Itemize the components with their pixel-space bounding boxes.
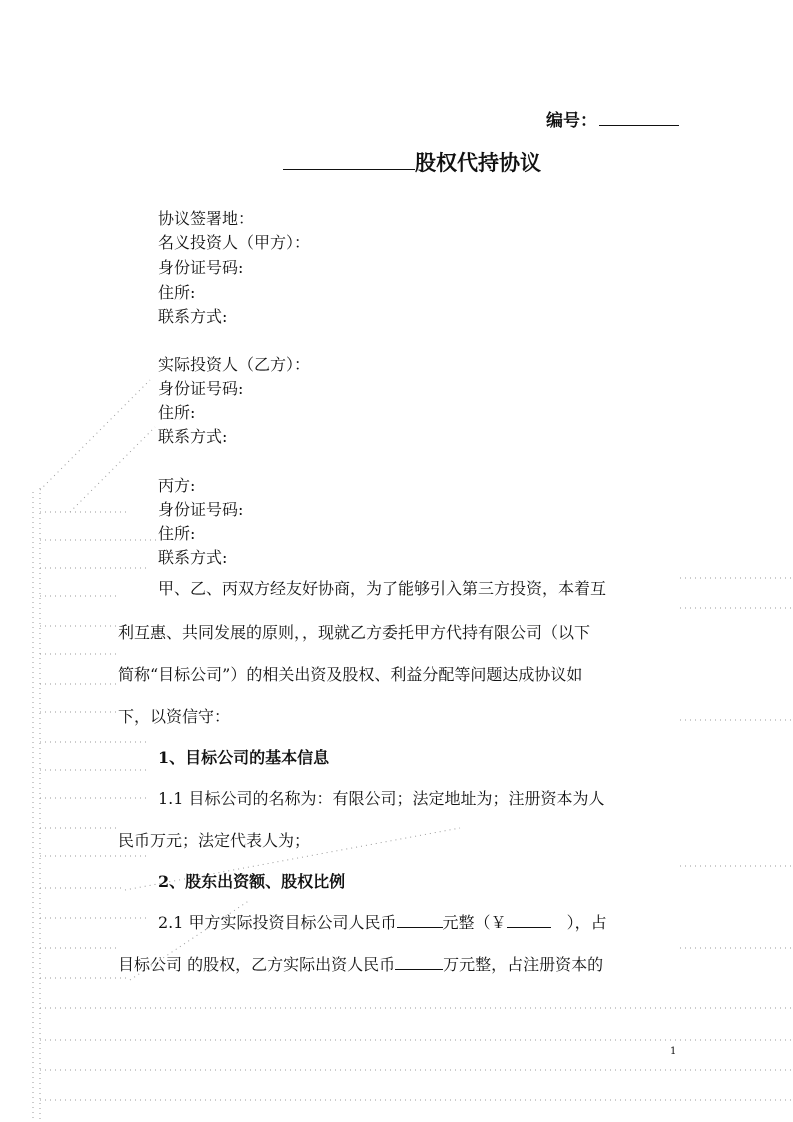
section-2-line-1 [158, 910, 607, 933]
investment-blank [395, 955, 443, 970]
party-a-heading: 名义投资人（甲方）： [158, 233, 311, 252]
amount-number-blank [507, 913, 551, 928]
section-2-line-2-a: 目标公司 的股权，乙方实际出资人民币 [118, 955, 396, 974]
section-1-line-2: 民币万元；法定代表人为； [118, 831, 311, 850]
party-c-heading: 丙方: [158, 476, 196, 495]
party-c-contact: 联系方式: [158, 548, 228, 567]
party-b-id: 身份证号码: [158, 379, 244, 398]
party-b-address: 住所: [158, 403, 196, 422]
title-text: 股权代持协议 [415, 150, 541, 175]
party-a-contact: 联系方式: [158, 307, 228, 326]
party-b-heading: 实际投资人（乙方）： [158, 355, 311, 374]
serial-label: 编号： [546, 111, 597, 131]
section-1-heading: 1、目标公司的基本信息 [158, 748, 330, 767]
party-c-address: 住所: [158, 524, 196, 543]
preamble-line-2: 利互惠、共同发展的原则，，现就乙方委托甲方代持有限公司（以下 [118, 623, 591, 642]
party-a-id: 身份证号码: [158, 258, 244, 277]
preamble-line-1: 甲、乙、丙双方经友好协商，为了能够引入第三方投资，本着互 [158, 579, 607, 598]
title-blank [283, 151, 415, 170]
page-number: 1 [670, 1046, 677, 1057]
document-title [283, 147, 541, 177]
serial-number [546, 106, 679, 131]
section-2-line-1-c: ），占 [566, 913, 607, 932]
section-2-line-2-b: 万元整，占注册资本的 [443, 955, 604, 974]
section-1-line-1: 1.1 目标公司的名称为：有限公司；法定地址为；注册资本为人 [158, 789, 605, 808]
preamble-line-4: 下，以资信守： [118, 707, 231, 726]
signing-place: 协议签署地： [158, 209, 255, 228]
section-2-line-2 [118, 952, 603, 975]
amount-blank [397, 913, 443, 928]
serial-blank [599, 109, 679, 126]
section-2-line-1-b: 元整（￥ [442, 913, 507, 932]
preamble-line-3: 简称“目标公司”）的相关出资及股权、利益分配等问题达成协议如 [118, 665, 583, 684]
party-c-id: 身份证号码: [158, 500, 244, 519]
party-a-address: 住所: [158, 283, 196, 302]
section-2-heading: 2、股东出资额、股权比例 [158, 872, 346, 891]
party-b-contact: 联系方式: [158, 427, 228, 446]
section-2-line-1-a: 2.1 甲方实际投资目标公司人民币 [158, 913, 397, 932]
